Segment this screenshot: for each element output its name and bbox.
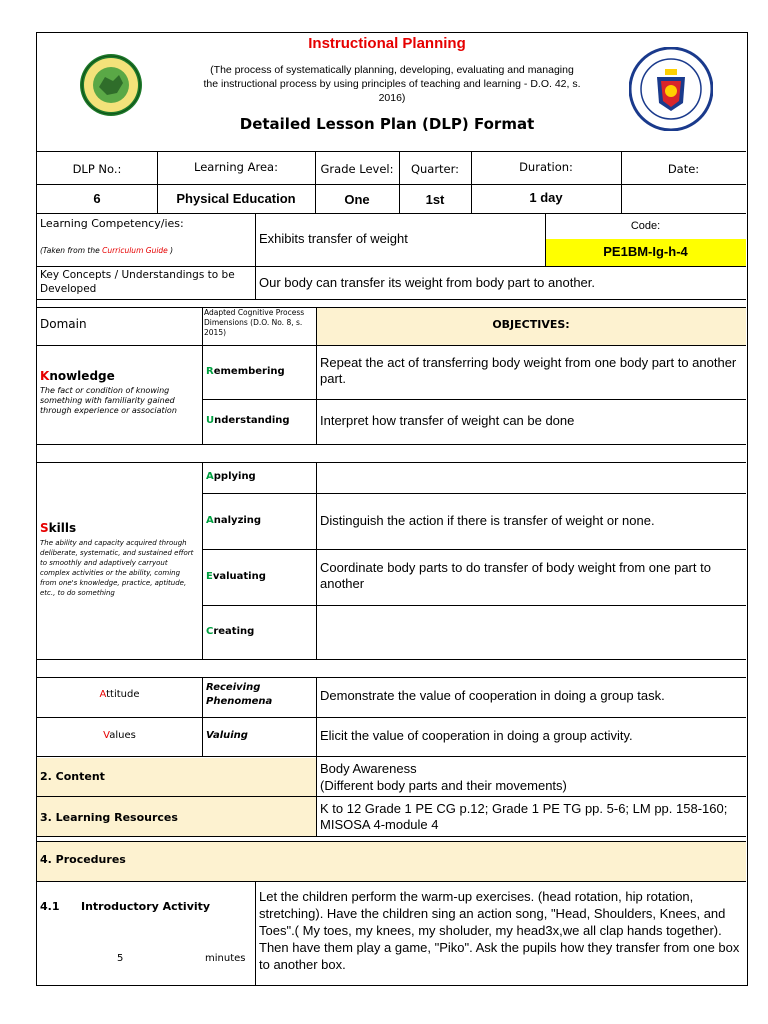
quarter-label: Quarter: xyxy=(410,162,460,176)
deped-division-seal-logo xyxy=(79,53,143,117)
form-title: Detailed Lesson Plan (DLP) Format xyxy=(239,115,535,133)
evaluating-initial: E xyxy=(206,571,213,582)
dlp-no-label: DLP No.: xyxy=(72,162,122,176)
process-dimensions-header: Adapted Cognitive Process Dimensions (D.O. No. 8, s. 2015) xyxy=(204,308,305,337)
remembering-objective: Repeat the act of transferring body weight from one body part to another part. xyxy=(320,355,737,386)
understanding-rest: nderstanding xyxy=(214,415,290,426)
valuing-label: Valuing xyxy=(206,730,248,741)
remembering-label xyxy=(206,366,314,377)
creating-initial: C xyxy=(206,626,214,637)
domain-header: Domain xyxy=(40,317,87,331)
grade-level-label: Grade Level: xyxy=(320,162,394,176)
remembering-rest: emembering xyxy=(213,366,285,377)
key-concepts-label: Key Concepts / Understandings to be Developed xyxy=(40,269,235,295)
competency-value: Exhibits transfer of weight xyxy=(259,231,408,246)
creating-rest: reating xyxy=(213,626,255,637)
skills-description: The ability and capacity acquired through deliberate, systematic, and sustained effort to smoothly and adaptively carryout complex activities or the ability, coming from one's knowledge, practice, aptitude, etc., to do something xyxy=(40,539,194,597)
applying-rest: pplying xyxy=(213,471,256,482)
content-line1: Body Awareness xyxy=(320,761,417,776)
analyzing-initial: A xyxy=(206,515,214,526)
content-label: 2. Content xyxy=(40,770,105,783)
applying-initial: A xyxy=(206,471,214,482)
analyzing-rest: nalyzing xyxy=(213,515,262,526)
dlp-no-value: 6 xyxy=(93,191,101,206)
skills-rest: kills xyxy=(48,521,77,535)
knowledge-description: The fact or condition of knowing something with familiarity gained through experience or association xyxy=(40,386,177,415)
intro-number: 4.1 xyxy=(40,900,60,913)
intro-minutes-label: minutes xyxy=(205,953,246,964)
values-objective: Elicit the value of cooperation in doing a group activity. xyxy=(320,728,633,743)
intro-label: Introductory Activity xyxy=(81,900,211,913)
values-domain-title xyxy=(37,730,202,741)
content-line2: (Different body parts and their movements) xyxy=(320,778,567,793)
analyzing-label xyxy=(206,515,314,526)
competency-note xyxy=(40,246,254,255)
grade-level-value: One xyxy=(344,192,370,207)
values-rest: alues xyxy=(109,730,136,741)
attitude-objective: Demonstrate the value of cooperation in doing a group task. xyxy=(320,688,665,703)
deped-national-seal-logo xyxy=(629,47,713,131)
duration-value: 1 day xyxy=(529,190,563,205)
code-label: Code: xyxy=(630,220,661,232)
objectives-header: OBJECTIVES: xyxy=(492,318,570,331)
understanding-objective: Interpret how transfer of weight can be done xyxy=(320,413,575,428)
understanding-label xyxy=(206,415,314,426)
page-subtitle: (The process of systematically planning, developing, evaluating and managing the instructional process by using principles of teaching and learning - D.O. 42, s. 2016) xyxy=(203,64,581,104)
knowledge-domain-title xyxy=(40,369,200,383)
learning-area-value: Physical Education xyxy=(176,191,296,206)
learning-resources-label: 3. Learning Resources xyxy=(40,811,178,824)
learning-area-label: Learning Area: xyxy=(194,160,278,174)
knowledge-rest: nowledge xyxy=(49,369,115,383)
competency-label: Learning Competency/ies: xyxy=(40,217,184,230)
attitude-domain-title xyxy=(37,689,202,700)
skills-initial: S xyxy=(40,521,49,535)
remembering-initial: R xyxy=(206,366,214,377)
skills-domain-title xyxy=(40,521,200,535)
procedures-label: 4. Procedures xyxy=(40,853,126,866)
creating-label xyxy=(206,626,314,637)
understanding-initial: U xyxy=(206,415,215,426)
duration-label: Duration: xyxy=(519,160,573,174)
knowledge-initial: K xyxy=(40,369,50,383)
evaluating-objective: Coordinate body parts to do transfer of body weight from one part to another xyxy=(320,560,711,591)
curriculum-guide-text: Curriculum Guide xyxy=(102,246,168,255)
code-value: PE1BM-Ig-h-4 xyxy=(603,244,688,259)
intro-activity-text: Let the children perform the warm-up exercises. (head rotation, hip rotation, stretching). Have the children sing an action song, "Head, Shoulders, Knees, and Toes".( My toes, my knees, my sholuder, my head3x,we all clap hands together). Then have them play a game, "Piko". Ask the pupils how they transfer from one box to another box. xyxy=(259,889,740,972)
learning-resources-value: K to 12 Grade 1 PE CG p.12; Grade 1 PE TG pp. 5-6; LM pp. 158-160; MISOSA 4-module 4 xyxy=(320,801,728,832)
attitude-rest: ttitude xyxy=(106,689,140,700)
values-initial: V xyxy=(103,730,110,741)
key-concepts-value: Our body can transfer its weight from body part to another. xyxy=(259,275,596,290)
evaluating-rest: valuating xyxy=(212,571,266,582)
page-title: Instructional Planning xyxy=(308,35,466,52)
applying-label xyxy=(206,471,314,482)
evaluating-label xyxy=(206,571,314,582)
analyzing-objective: Distinguish the action if there is transfer of weight or none. xyxy=(320,513,655,528)
quarter-value: 1st xyxy=(425,192,445,207)
competency-note-prefix: (Taken from the xyxy=(40,246,103,255)
date-label: Date: xyxy=(667,162,700,176)
attitude-initial: A xyxy=(99,689,107,700)
competency-note-suffix: ) xyxy=(167,246,174,255)
lesson-plan-page xyxy=(36,32,748,986)
receiving-phenomena-label: Receiving Phenomena xyxy=(206,682,273,707)
intro-minutes-value: 5 xyxy=(117,953,124,964)
